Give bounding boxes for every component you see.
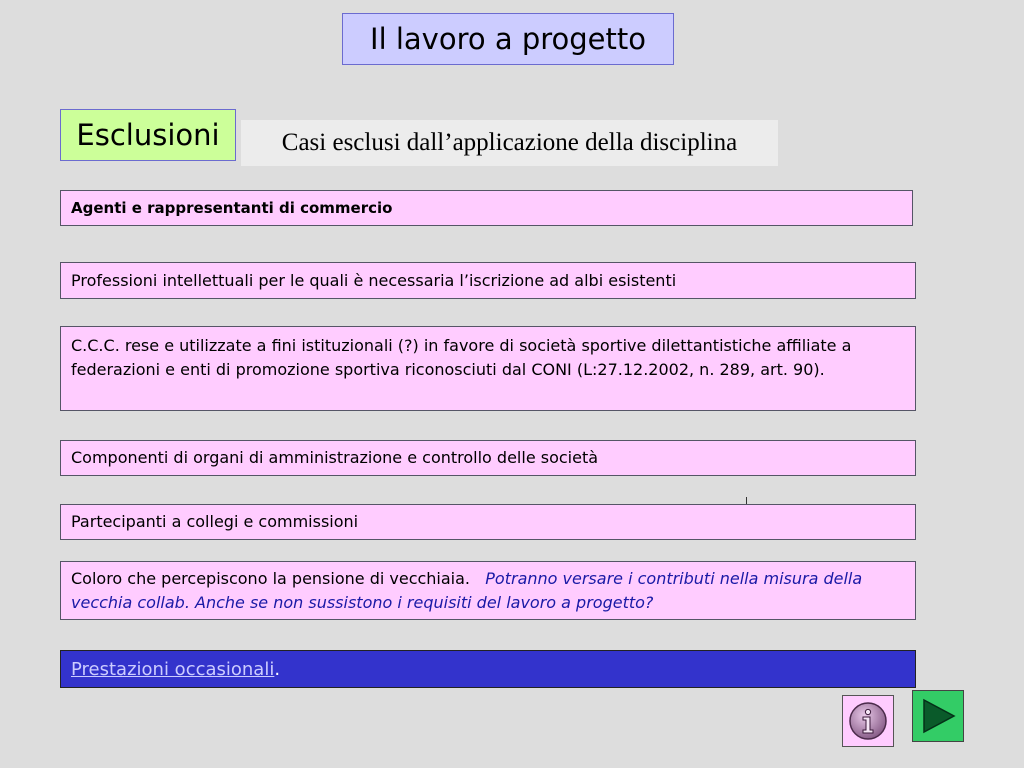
section-label: Esclusioni (60, 109, 236, 161)
occasional-services-link[interactable]: Prestazioni occasionali (71, 658, 275, 680)
occasional-services-bar (60, 650, 916, 688)
pension-note: Potranno versare i contributi nella misura della vecchia collab. Anche se non sussistono i requisiti del lavoro a progetto? (71, 569, 863, 612)
section-subtitle: Casi esclusi dall’applicazione della disciplina (241, 120, 778, 166)
play-triangle-icon (918, 696, 958, 736)
occasional-suffix: . (274, 658, 281, 680)
page-title: Il lavoro a progetto (342, 13, 674, 65)
exclusion-item-sports: C.C.C. rese e utilizzate a fini istituzionali (?) in favore di società sportive dilettantistiche affiliate a federazioni e enti di promozione sportiva riconosciuti dal CONI (L:27.12.2002, n. 289, art. 90). (60, 326, 916, 411)
info-button[interactable] (842, 695, 894, 747)
exclusion-item-board-members: Componenti di organi di amministrazione e controllo delle società (60, 440, 916, 476)
exclusion-item-agents: Agenti e rappresentanti di commercio (60, 190, 913, 226)
pension-text: Coloro che percepiscono la pensione di vecchiaia. (71, 569, 471, 588)
exclusion-item-commissions: Partecipanti a collegi e commissioni (60, 504, 916, 540)
info-icon (848, 701, 888, 741)
exclusion-item-pension (60, 561, 916, 620)
exclusion-item-professions: Professioni intellettuali per le quali è necessaria l’iscrizione ad albi esistenti (60, 262, 916, 299)
next-slide-button[interactable] (912, 690, 964, 742)
